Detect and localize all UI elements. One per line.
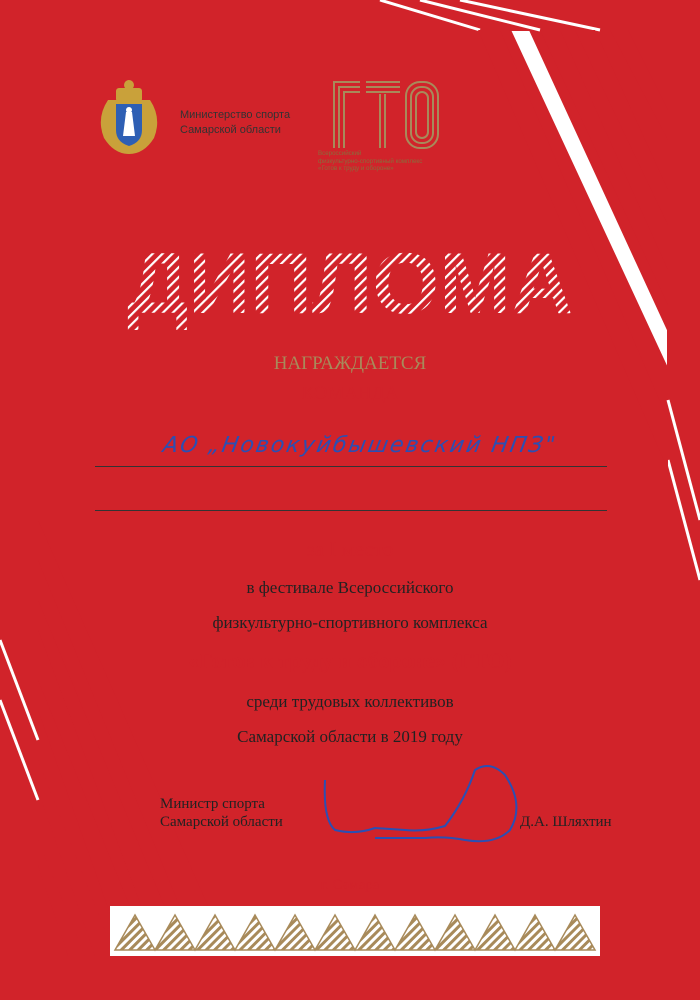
text-line-3: «Готов к труду и обороне» (ГТО) <box>188 648 512 673</box>
gto-caption <box>318 150 478 173</box>
gto-caption-line-3: «Готов к труду и обороне» <box>318 165 394 172</box>
samara-coat-of-arms-icon <box>96 78 162 156</box>
signer-position <box>160 795 340 831</box>
text-line-1: в фестивале Всероссийского <box>246 578 454 597</box>
gto-logo-icon <box>330 78 442 150</box>
bottom-zigzag-ornament <box>110 906 600 956</box>
title-text: ДИПЛОМА <box>127 236 573 332</box>
ministry-line-1: Министерство спорта <box>180 109 291 121</box>
text-line-5: Самарской области в 2019 году <box>237 727 463 746</box>
gto-caption-line-1: Всероссийский <box>318 150 362 157</box>
awarded-label: НАГРАЖДАЕТСЯ <box>273 353 427 374</box>
signer-position-line-1: Министр спорта <box>160 796 265 812</box>
recipient-name: АО „Новокуйбышевский НПЗ" <box>160 433 560 458</box>
text-line-4: среди трудовых коллективов <box>246 692 454 711</box>
signer-name: Д.А. Шляхтин <box>520 814 612 830</box>
gto-caption-line-2: физкультурно-спортивный комплекс <box>318 157 423 165</box>
signature-scribble <box>315 760 535 850</box>
recipient-type: КОМАНДА <box>301 383 399 404</box>
place-text: за I место <box>306 537 394 561</box>
city-text: г. Самара <box>320 877 380 893</box>
signer-position-line-2: Самарской области <box>160 814 283 830</box>
diploma-title <box>127 235 573 332</box>
underline-2 <box>95 510 607 511</box>
text-line-2: физкультурно-спортивного комплекса <box>212 613 488 632</box>
underline-1 <box>95 466 607 467</box>
ministry-name <box>180 108 340 138</box>
ministry-line-2: Самарской области <box>180 124 281 136</box>
